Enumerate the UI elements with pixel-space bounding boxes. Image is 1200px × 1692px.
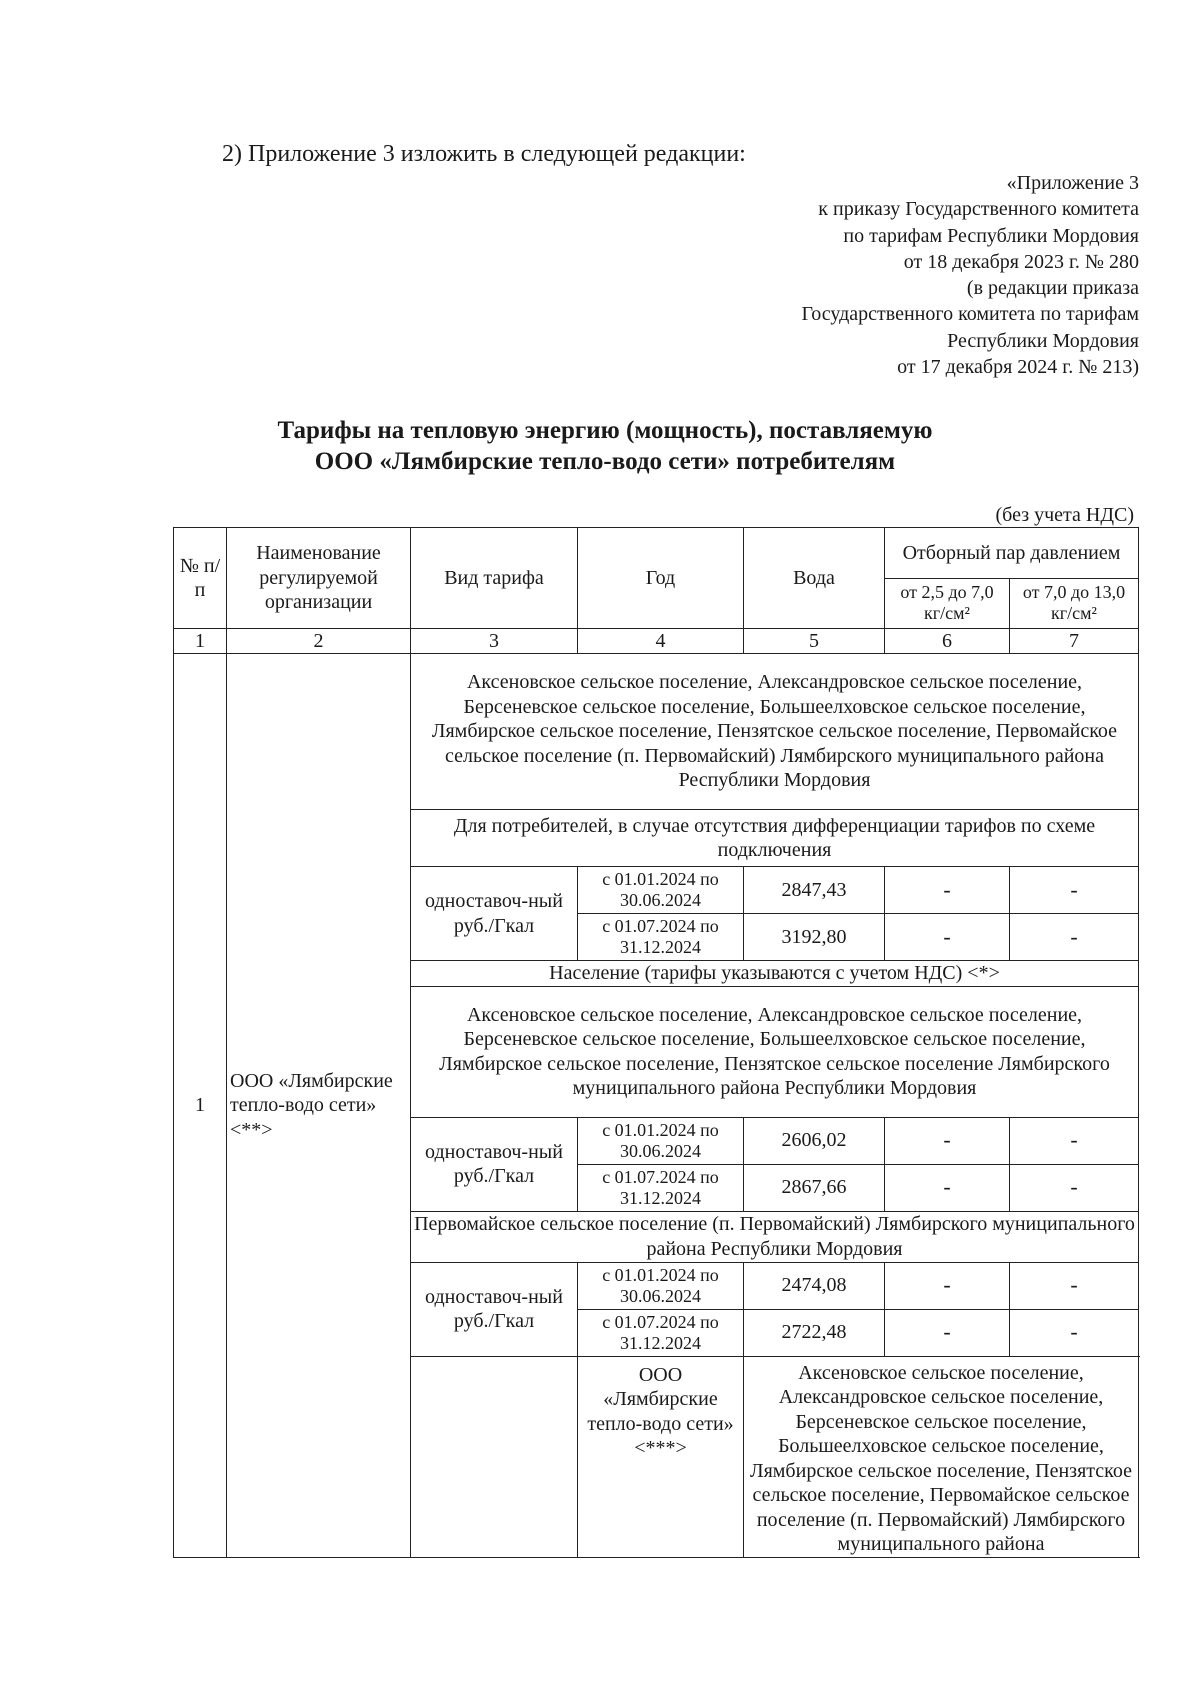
steam-low-value: - bbox=[885, 1309, 1010, 1356]
area-description: Первомайское сельское поселение (п. Первомайский) Лямбирского муниципального района Республики Мордовия bbox=[411, 1211, 1139, 1262]
title-line: Тарифы на тепловую энергию (мощность), поставляемую bbox=[277, 417, 933, 444]
header-steam: Отборный пар давлением bbox=[885, 528, 1139, 579]
steam-high-value: - bbox=[1010, 1117, 1139, 1164]
steam-high-value: - bbox=[1010, 914, 1139, 961]
column-numbers-row bbox=[174, 629, 1139, 654]
steam-low-value: - bbox=[885, 867, 1010, 914]
title-line: ООО «Лямбирские тепло-водо сети» потребителям bbox=[314, 448, 896, 475]
area-description: Аксеновское сельское поселение, Александровское сельское поселение, Берсеневское сельское поселение, Большеелховское сельское поселение, Лямбирское сельское поселение, Пензятское сельское поселение, Первомайское сельское поселение (п. Первомайский) Лямбирского муниципального района Республики Мордовия bbox=[411, 654, 1139, 810]
tariff-type: одноставоч-ный руб./Гкал bbox=[411, 1262, 578, 1356]
col-number: 7 bbox=[1010, 629, 1139, 654]
approval-line: «Приложение 3 bbox=[1006, 172, 1139, 194]
header-tariff-type: Вид тарифа bbox=[411, 528, 578, 629]
amendment-intro: 2) Приложение 3 изложить в следующей редакции: bbox=[222, 141, 746, 167]
water-value: 2606,02 bbox=[744, 1117, 885, 1164]
col-number: 5 bbox=[744, 629, 885, 654]
water-value: 3192,80 bbox=[744, 914, 885, 961]
population-section: Население (тарифы указываются с учетом НДС) <*> bbox=[411, 961, 1139, 987]
water-value: 2722,48 bbox=[744, 1309, 885, 1356]
col-number: 1 bbox=[174, 629, 227, 654]
area-description: Аксеновское сельское поселение, Александровское сельское поселение, Берсеневское сельское поселение, Большеелховское сельское поселение, Лямбирское сельское поселение, Пензятское сельское поселение, Первомайское сельское поселение (п. Первомайский) Лямбирского муниципального района bbox=[744, 1356, 1139, 1557]
water-value: 2847,43 bbox=[744, 867, 885, 914]
consumers-section: Для потребителей, в случае отсутствия дифференциации тарифов по схеме подключения bbox=[411, 810, 1139, 867]
col-number: 4 bbox=[578, 629, 744, 654]
steam-high-value: - bbox=[1010, 867, 1139, 914]
organization-name: ООО «Лямбирские тепло-водо сети» <***> bbox=[578, 1356, 744, 1557]
steam-low-value: - bbox=[885, 1262, 1010, 1309]
approval-block bbox=[579, 170, 1139, 380]
row-number: 1 bbox=[174, 654, 227, 1558]
approval-line: (в редакции приказа bbox=[966, 277, 1139, 300]
steam-low-value: - bbox=[885, 1117, 1010, 1164]
water-value: 2474,08 bbox=[744, 1262, 885, 1309]
period: с 01.01.2024 по 30.06.2024 bbox=[578, 1117, 744, 1164]
approval-line: по тарифам Республики Мордовия bbox=[843, 224, 1139, 247]
approval-line: к приказу Государственного комитета bbox=[818, 198, 1139, 221]
period: с 01.01.2024 по 30.06.2024 bbox=[578, 867, 744, 914]
col-number: 6 bbox=[885, 629, 1010, 654]
period: с 01.07.2024 по 31.12.2024 bbox=[578, 1164, 744, 1211]
organization-name: ООО «Лямбирские тепло-водо сети» <**> bbox=[227, 654, 411, 1558]
area-description: Аксеновское сельское поселение, Александровское сельское поселение, Берсеневское сельское поселение, Большеелховское сельское поселение, Лямбирское сельское поселение, Пензятское сельское поселение Лямбирского муниципального района Республики Мордовия bbox=[411, 986, 1139, 1117]
header-steam-low: от 2,5 до 7,0 кг/см² bbox=[885, 578, 1010, 629]
document-title bbox=[160, 415, 1050, 477]
header-num: № п/п bbox=[174, 528, 227, 629]
period: с 01.01.2024 по 30.06.2024 bbox=[578, 1262, 744, 1309]
steam-high-value: - bbox=[1010, 1309, 1139, 1356]
approval-line: от 17 декабря 2024 г. № 213) bbox=[897, 356, 1139, 379]
header-row bbox=[174, 528, 1139, 579]
period: с 01.07.2024 по 31.12.2024 bbox=[578, 1309, 744, 1356]
tariff-table bbox=[173, 527, 1139, 1558]
period: с 01.07.2024 по 31.12.2024 bbox=[578, 914, 744, 961]
approval-line: Государственного комитета по тарифам bbox=[801, 303, 1139, 326]
tariff-type: одноставоч-ный руб./Гкал bbox=[411, 1117, 578, 1211]
header-steam-high: от 7,0 до 13,0 кг/см² bbox=[1010, 578, 1139, 629]
water-value: 2867,66 bbox=[744, 1164, 885, 1211]
tariff-type: одноставоч-ный руб./Гкал bbox=[411, 867, 578, 961]
steam-high-value: - bbox=[1010, 1164, 1139, 1211]
header-water: Вода bbox=[744, 528, 885, 629]
steam-low-value: - bbox=[885, 1164, 1010, 1211]
steam-high-value: - bbox=[1010, 1262, 1139, 1309]
approval-line: от 18 декабря 2023 г. № 280 bbox=[903, 250, 1139, 273]
approval-line: Республики Мордовия bbox=[947, 329, 1139, 352]
table-row bbox=[174, 654, 1139, 810]
steam-low-value: - bbox=[885, 914, 1010, 961]
header-org: Наименование регулируемой организации bbox=[227, 528, 411, 629]
header-year: Год bbox=[578, 528, 744, 629]
vat-note: (без учета НДС) bbox=[995, 504, 1134, 526]
col-number: 2 bbox=[227, 629, 411, 654]
col-number: 3 bbox=[411, 629, 578, 654]
